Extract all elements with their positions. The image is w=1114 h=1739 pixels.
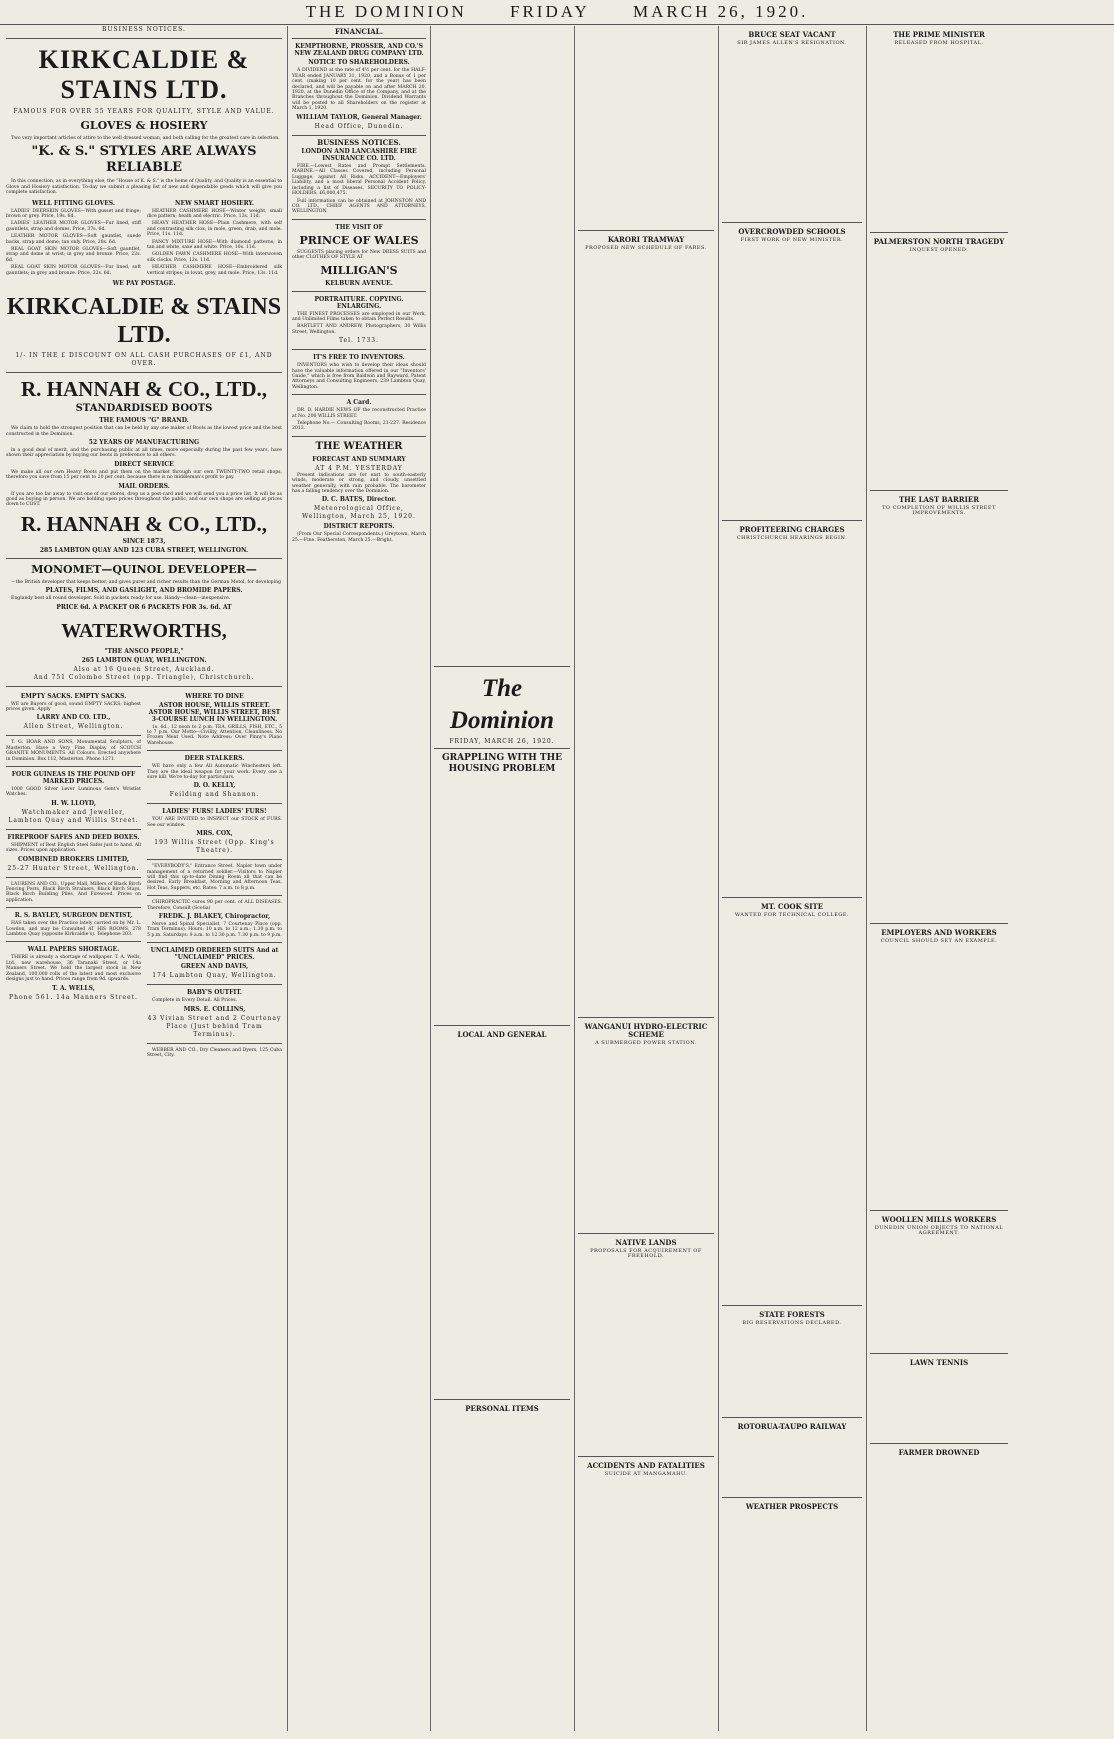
- glove-item: LEATHER MOTOR GLOVES—Soft gauntlet, suede backs, strap and dome; tan only. Price, 28s. 6d.: [6, 234, 141, 245]
- lawn-tennis-heading: LAWN TENNIS: [909, 1357, 969, 1367]
- combined-address: 25-27 Hunter Street, Wellington.: [7, 864, 140, 872]
- visit-heading: THE VISIT OF: [335, 223, 383, 231]
- gloves-text: Two very important articles of attire to the well dressed woman, and both calling for the greatest care in selection.: [11, 136, 280, 141]
- kirkcaldie-title: KIRKCALDIE & STAINS LTD.: [38, 45, 250, 104]
- gloves-heading: GLOVES & HOSIERY: [80, 119, 208, 132]
- sacks-heading: EMPTY SACKS. EMPTY SACKS.: [20, 692, 127, 700]
- hoar-ad: T. G. HOAR AND SONS, Monumental Sculptors, of Masterton. Have a Very Fine Display of SCOTCH GRANITE MONUMENTS. All Colours. Erected anywhere in Dominion. Box 112, Masterton. Phone 1271.: [6, 740, 141, 762]
- glove-item: LADIES' LEATHER MOTOR GLOVES—Fur lined, stiff gauntlets, strap and domes. Price, 37s. 6d.: [6, 221, 141, 232]
- wells-address: Phone 561. 14a Manners Street.: [9, 993, 138, 1001]
- johnston-text: Full information can be obtained at JOHNSTON AND CO. LTD., CHIEF AGENTS AND ATTORNEYS, WELLINGTON.: [292, 198, 426, 215]
- taylor-signature: WILLIAM TAYLOR, General Manager.: [296, 113, 422, 121]
- glove-item: REAL GOAT SKIN MOTOR GLOVES—Soft gauntlet, strap and dome at wrist; in grey and bronze. Price, 22s. 6d.: [6, 247, 141, 263]
- native-lands-subheading: PROPOSALS FOR ACQUIREMENT OF FREEHOLD.: [590, 1247, 702, 1260]
- new-smart-heading: NEW SMART HOSIERY.: [175, 199, 254, 207]
- baby-heading: BABY'S OUTFIT.: [186, 989, 242, 997]
- column-rule: [866, 26, 867, 1731]
- local-general-heading: LOCAL AND GENERAL: [457, 1030, 547, 1040]
- bates-signature: D. C. BATES, Director.: [321, 496, 397, 504]
- wells-name: T. A. WELLS,: [52, 984, 95, 992]
- hannah-subtitle: STANDARDISED BOOTS: [75, 403, 213, 415]
- mt-cook-heading: MT. COOK SITE: [760, 902, 824, 912]
- column-editorial: [434, 26, 570, 1731]
- district-text: (From Our Special Correspondents.) Greytown, March 25.—Fine. Featherston, March 25.—Bright.: [292, 532, 426, 543]
- overcrowded-subheading: FIRST WORK OF NEW MINISTER.: [740, 237, 844, 244]
- deer-text: WE have only a few All Automatic Winchesters left. They are the ideal weapon for your work. Every one a sure kill. We're to-day for particulars.: [147, 764, 282, 780]
- prince-heading: PRINCE OF WALES: [299, 233, 419, 247]
- direct-service-text: We make all our own Heavy Boots and put them on the market through our own TWENTY-TWO retail shops, therefore you save from 15 per cent to 20 per cent. because there is no middleman's profit to pay.: [6, 469, 282, 481]
- weather-prospects-heading: WEATHER PROSPECTS: [745, 1502, 839, 1512]
- kelly-address: Feilding and Shannon.: [169, 791, 260, 799]
- lloyd-name: H. W. LLOYD,: [51, 799, 96, 807]
- masthead: [0, 0, 1114, 25]
- hosiery-item: GOLDEN FAWN CASHMERE HOSE—With interwoven silk clocks. Price, 12s. 11d.: [147, 252, 282, 263]
- employers-subheading: COUNCIL SHOULD SET AN EXAMPLE.: [880, 937, 998, 944]
- employers-heading: EMPLOYERS AND WORKERS: [881, 927, 997, 937]
- kirkcaldie-title-2: KIRKCALDIE & STAINS LTD.: [6, 294, 282, 349]
- postage-note: WE PAY POSTAGE.: [112, 280, 176, 288]
- larry-address: Allen Street, Wellington.: [23, 723, 124, 731]
- combined-name: COMBINED BROKERS LIMITED,: [18, 855, 129, 863]
- collins-name: MRS. E. COLLINS,: [183, 1005, 246, 1013]
- milligan-name: MILLIGAN'S: [320, 263, 398, 277]
- london-heading: LONDON AND LANCASHIRE FIRE INSURANCE CO. LTD.: [301, 148, 417, 163]
- cox-address: 193 Willis Street (Opp. King's Theatre).: [154, 839, 275, 855]
- kirkcaldie-tagline: FAMOUS FOR OVER 55 YEARS FOR QUALITY, STYLE AND VALUE.: [13, 108, 275, 115]
- waterworths-title: WATERWORTHS,: [61, 619, 227, 642]
- baby-text: Complete in Every Detail. All Prices.: [152, 998, 238, 1004]
- astor-text: 1s. 6d., 12 noon to 2 p.m. TEA, GRILLS, FISH, ETC., 5 to 7 p.m. Our Motto—Civility, Attention, Cleanliness. No Frozen Meat Used. Note Address: Over Pinny's Piano Warehouse.: [147, 724, 282, 746]
- direct-service-heading: DIRECT SERVICE: [114, 460, 174, 468]
- met-office: Meteorological Office, Wellington, March 25, 1920.: [302, 505, 416, 521]
- palmerston-heading: PALMERSTON NORTH TRAGEDY: [873, 237, 1005, 247]
- notice-heading: NOTICE TO SHAREHOLDERS.: [308, 59, 410, 67]
- blakey-text: Nerve and Spinal Specialist, 7 Courtenay Place (opp. Tram Terminus). Hours: 10 a.m. to 12 a.m.; 1.30 p.m. to 5 p.m. Saturdays: 9 a.m. to 12.30 p.m. 7.30 p.m. to 9 p.m.: [147, 922, 282, 938]
- monomet-text: —the British developer that keeps better, and gives purer and richer results than the German Metol, for developing: [11, 579, 281, 585]
- cox-name: MRS. COX,: [196, 830, 233, 838]
- masthead-right: MARCH 26, 1920.: [633, 2, 809, 21]
- state-forests-subheading: BIG RESERVATIONS DECLARED.: [742, 1319, 842, 1326]
- laurens-ad: LAURENS AND CO., Upper Mall, Millers of Black Birch Fencing Posts, Black Birch Strainers, Black Birch Stays, Black Birch Building Piles, And Firewood. Prices on application.: [6, 881, 141, 903]
- bartlett-tel: Tel. 1733.: [339, 337, 379, 345]
- column-rule: [574, 26, 575, 1731]
- collins-address: 43 Vivian Street and 2 Courtenay Place (Just behind Tram Terminus).: [147, 1014, 282, 1038]
- mail-orders-heading: MAIL ORDERS.: [118, 482, 170, 490]
- dr-text: DR. D. HARDIE NEWS OF the reconstructed Practice at No. 200 WILLIS STREET.: [292, 408, 426, 419]
- column-financial: [292, 26, 426, 1731]
- telephone-text: Telephone No.— Consulting Rooms, 21-227. Residence 2013.: [292, 421, 426, 432]
- green-name: GREEN AND DAVIS,: [180, 963, 249, 971]
- safes-text: SHIPMENT of Best English Steel Safes just to hand. All sizes. Prices upon application.: [6, 842, 141, 854]
- column-news-7: [870, 26, 1008, 1731]
- dividend-text: A DIVIDEND at the rate of 4½ per cent. for the HALF-YEAR ended JANUARY 31, 1920, and a Bonus of 1 per cent. (making 10 per cent. for the year) has been declared, and will be payable on and after MARCH 20, 1920, at the Dunedin Office of the Company, and at the Branches throughout the Dominion. Dividend Warrants will be posted to all Shareholders on the register at March 1, 1920.: [292, 68, 426, 112]
- hannah-years: 52 YEARS OF MANUFACTURING: [88, 438, 200, 446]
- glove-item: LADIES' DEERSKIN GLOVES—With gusset and fringe; brown or grey. Price, 19s. 6d.: [6, 208, 141, 220]
- furs-heading: LADIES' FURS! LADIES' FURS!: [162, 808, 267, 816]
- column-rule: [287, 26, 288, 1731]
- state-forests-heading: STATE FORESTS: [759, 1309, 825, 1319]
- portraiture-heading: PORTRAITURE. COPYING. ENLARGING.: [314, 295, 404, 310]
- last-barrier-heading: THE LAST BARRIER: [898, 494, 980, 504]
- column-news-6: [722, 26, 862, 1731]
- forecast-time: AT 4 P.M. YESTERDAY: [315, 464, 403, 472]
- business-label: BUSINESS NOTICES.: [317, 137, 401, 147]
- hannah-title: R. HANNAH & CO., LTD.,: [21, 377, 267, 402]
- profiteering-heading: PROFITEERING CHARGES: [739, 524, 845, 534]
- mail-orders-text: If you are too far away to visit one of our stores, drop us a post-card and we will send you a price list. It will be as good as buying in person. We are holding open prices throughout the public, and our own shops are selling at prices down to COST.: [6, 491, 282, 508]
- mt-cook-subheading: WANTED FOR TECHNICAL COLLEGE.: [734, 912, 850, 919]
- column-rule: [430, 26, 431, 1731]
- column-business-notices: [6, 26, 282, 1731]
- ks-heading: "K. & S." STYLES ARE ALWAYS RELIABLE: [31, 144, 257, 176]
- overcrowded-heading: OVERCROWDED SCHOOLS: [738, 227, 846, 237]
- plates-line: PLATES, FILMS, AND GASLIGHT, AND BROMIDE PAPERS.: [45, 587, 243, 595]
- kempthorne-heading: KEMPTHORNE, PROSSER, AND CO.'S NEW ZEALAND DRUG COMPANY LTD.: [294, 43, 424, 58]
- finest-text: THE FINEST PROCESSES are employed in our Work, and Unlimited Films taken to obtain Perfect Results.: [292, 311, 426, 322]
- wanganui-subheading: A SUBMERGED POWER STATION.: [595, 1040, 697, 1047]
- hosiery-item: FANCY MIXTURE HOSE—With diamond patterns; in tan and white, saxe and white. Price, 10s. 11d.: [147, 239, 282, 251]
- ansco-address-3: And 751 Colombo Street (opp. Triangle), Christchurch.: [33, 673, 255, 681]
- kelburn-address: KELBURN AVENUE.: [325, 279, 393, 287]
- wallpaper-text: THERE is already a shortage of wallpaper. T. A. Wells, Ltd., new warehouse, 36 Taranaki Street, or 14a Manners Street. We hold the largest stock in New Zealand, 100,000 rolls of the latest and most exclusive designs just to hand. Prices range from 9d. upwards.: [6, 955, 141, 983]
- sacks-text: WE are Buyers of good, sound EMPTY SACKS; highest prices given. Apply: [6, 701, 141, 712]
- deer-heading: DEER STALKERS.: [184, 755, 245, 763]
- well-fitting-heading: WELL FITTING GLOVES.: [31, 199, 116, 207]
- card-heading: A Card.: [346, 399, 372, 407]
- accidents-heading: ACCIDENTS AND FATALITIES: [587, 1460, 705, 1470]
- dine-heading: WHERE TO DINE: [185, 692, 244, 700]
- forecast-text: Present indications are for east to south-easterly winds, moderate or strong, and cloudy, unsettled weather generally, with rain probable. The barometer has a falling tendency over the Dominion.: [292, 472, 426, 495]
- profiteering-subheading: CHRISTCHURCH HEARINGS BEGIN.: [736, 534, 848, 541]
- green-address: 174 Lambton Quay, Wellington.: [152, 972, 277, 980]
- hannah-text-2: in a good deal of merit, and the purchasing public at all times, more especially during the past few years, have shown their appreciation by buying our boots in preference to all others.: [6, 447, 282, 459]
- hosiery-item: HEATHER CASHMERE HOSE—Embroidered silk vertical stripes; in lovat, grey, and mole. Price, 13s. 11d.: [147, 265, 282, 276]
- rotorua-heading: ROTORUA-TAUPO RAILWAY: [737, 1422, 847, 1432]
- farmer-drowned-heading: FARMER DROWNED: [898, 1447, 980, 1457]
- woollen-subheading: DUNEDIN UNION OBJECTS TO NATIONAL AGREEMENT.: [874, 1225, 1004, 1237]
- safes-heading: FIREPROOF SAFES AND DEED BOXES.: [7, 833, 140, 841]
- karori-subheading: PROPOSED NEW SCHEDULE OF FARES.: [585, 245, 707, 251]
- hosiery-item: HEAVY HEATHER HOSE—Plain Cashmere, with self and contrasting silk clox; in mole, green, drab, and mole. Price, 11s. 11d.: [147, 221, 282, 238]
- palmerston-subheading: INQUEST OPENED.: [909, 247, 969, 254]
- personal-items-heading: PERSONAL ITEMS: [465, 1404, 539, 1414]
- london-text: FIRE.—Lowest Rates and Prompt Settlements. MARINE.—All Classes Covered, including Personal Luggage, against All Risks. ACCIDENT—Employers' Liability, and a most liberal Personal Accident Policy, including a list of Diseases. SECURITY TO POLICY-HOLDERS, £6,000,475.: [292, 164, 426, 197]
- suggest-text: SUGGESTS placing orders for New DRESS SUITS and other CLOTHES OF STYLE AT: [292, 249, 426, 261]
- weather-heading: THE WEATHER: [315, 440, 403, 452]
- monomet-heading: MONOMET—QUINOL DEVELOPER—: [31, 562, 257, 576]
- ansco-people: "THE ANSCO PEOPLE,": [104, 647, 184, 655]
- astor-heading: ASTOR HOUSE, WILLIS STREET. ASTOR HOUSE, WILLIS STREET, BEST 3-COURSE LUNCH IN WELLINGTON.: [148, 701, 281, 723]
- ks-text: In this connection, as in everything else, the "House of K. & S." is the home of Quality, and Quality is an essential to Glove and Hosiery satisfaction. To-day we submit a pleasing list of new and dependable goods which will give you complete satisfaction.: [6, 179, 282, 196]
- masthead-left: THE DOMINION: [305, 2, 467, 21]
- last-barrier-subheading: TO COMPLETION OF WILLIS STREET IMPROVEMENTS.: [882, 504, 996, 517]
- ansco-address: 265 LAMBTON QUAY, WELLINGTON.: [81, 656, 207, 664]
- hannah-brand: THE FAMOUS "G" BRAND.: [99, 417, 189, 425]
- woollen-heading: WOOLLEN MILLS WORKERS: [881, 1215, 997, 1225]
- monomet-text-2: Englandy best all round developer. Sold in packets ready for use. Handy—clean—inexpensive.: [11, 596, 231, 602]
- bartlett-text: BARTLETT AND ANDREW, Photographers, 30 Willis Street, Wellington.: [292, 324, 426, 335]
- wallpaper-heading: WALL PAPERS SHORTAGE.: [27, 946, 120, 954]
- dominion-date: FRIDAY, MARCH 26, 1920.: [449, 738, 555, 745]
- column-rule: [718, 26, 719, 1731]
- ansco-address-2: Also at 16 Queen Street, Auckland.: [73, 665, 215, 673]
- price-line: PRICE 6d. A PACKET OR 6 PACKETS FOR 3s. 6d. AT: [56, 603, 232, 611]
- head-office: Head Office, Dunedin.: [314, 122, 404, 130]
- lloyd-address: Watchmaker and Jeweller, Lambton Quay and Willis Street.: [8, 808, 139, 824]
- hannah-since: SINCE 1873,: [122, 537, 166, 545]
- chiropractic-ad: CHIROPRACTIC cures 90 per cent. of ALL DISEASES. Therefore, Consult (Scotia): [147, 900, 282, 911]
- hosiery-item: HEATHER CASHMERE HOSE—Winter weight, small dice pattern; heath and electric. Price, 13s. 11d.: [147, 208, 282, 220]
- karori-heading: KARORI TRAMWAY: [607, 235, 685, 244]
- prime-minister-subheading: RELEASED FROM HOSPITAL.: [894, 40, 984, 46]
- financial-label: FINANCIAL.: [334, 27, 384, 36]
- inventors-text: INVENTORS who wish to develop their ideas should have the valuable information offered in our "Inventors' Guide," which is free from Baldwin and Rayward, Patent Attorneys and Consulting Engineers, 239 Lambton Quay, Wellington.: [292, 363, 426, 390]
- watch-heading: FOUR GUINEAS IS THE POUND OFF MARKED PRICES.: [11, 771, 136, 785]
- inventors-heading: IT'S FREE TO INVENTORS.: [313, 354, 405, 362]
- forecast-heading: FORECAST AND SUMMARY: [312, 455, 406, 463]
- hannah-title-2: R. HANNAH & CO., LTD.,: [21, 511, 267, 536]
- everybodys-ad: "EVERYBODY'S," Entrance Street. Napier town under management of a returned soldier.—Visitors to Napier will find this up-to-date Dining Room all that can be desired. Early Breakfast, Morning and Afternoon Teas, Hot Teas, Suppers, etc. Rates: 7 a.m. to 8 p.m.: [147, 864, 282, 891]
- kelly-name: D. O. KELLY,: [193, 782, 236, 790]
- section-label: BUSINESS NOTICES.: [102, 26, 186, 33]
- webber-ad: WEBBER AND CO., Dry Cleaners and Dyers, 125 Cuba Street, City.: [147, 1047, 282, 1059]
- furs-text: YOU ARE INVITED to INSPECT our STOCK of FURS. See our window.: [147, 817, 282, 828]
- glove-hosiery-lists: [6, 198, 282, 278]
- district-heading: DISTRICT REPORTS.: [323, 523, 395, 531]
- blakey-name: FREDK. J. BLAKEY, Chiropractor,: [158, 913, 271, 921]
- glove-item: REAL GOAT SKIN MOTOR GLOVES—Fur lined, soft gauntlets; in grey and bronze. Price, 32s. 6d.: [6, 265, 141, 276]
- dentist-heading: R. S. BAYLEY, SURGEON DENTIST,: [14, 912, 133, 920]
- accidents-subheading: SUICIDE AT MANGAMAHU.: [604, 1470, 688, 1477]
- lead-article-heading: GRAPPLING WITH THE HOUSING PROBLEM: [442, 753, 562, 775]
- dentist-text: HAS taken over the Practice lately carried on by Mr. L. Lowdon, and may be Consulted AT HIS ROOMS, 278 Lambton Quay (opposite Kirkcaldie's). Telephone 203.: [6, 921, 141, 938]
- native-lands-heading: NATIVE LANDS: [615, 1237, 677, 1247]
- bruce-heading: BRUCE SEAT VACANT: [748, 30, 836, 39]
- wanganui-heading: WANGANUI HYDRO-ELECTRIC SCHEME: [584, 1022, 708, 1040]
- masthead-center: FRIDAY: [510, 2, 590, 21]
- bruce-subheading: SIR JAMES ALLEN'S RESIGNATION.: [737, 40, 847, 46]
- larry-name: LARRY AND CO. LTD.,: [36, 714, 111, 722]
- discount-note: 1/- IN THE £ DISCOUNT ON ALL CASH PURCHASES OF £1, AND OVER.: [15, 352, 273, 368]
- small-ads: [6, 691, 282, 1061]
- hannah-text: We claim to hold the strongest position that can be held by any one maker of Boots as the lowest price and the best constructed in the Dominion.: [6, 426, 282, 437]
- column-news-5: [578, 26, 714, 1731]
- unclaimed-heading: UNCLAIMED ORDERED SUITS And at "UNCLAIMED" PRICES.: [150, 947, 279, 962]
- hannah-address: 285 LAMBTON QUAY AND 123 CUBA STREET, WELLINGTON.: [39, 546, 249, 554]
- prime-minister-heading: THE PRIME MINISTER: [893, 30, 985, 39]
- dominion-logo: The Dominion: [449, 675, 555, 734]
- watch-text: 1000 GOOD Silver Lever Luminous Gent's Wristlet Watches.: [6, 787, 141, 798]
